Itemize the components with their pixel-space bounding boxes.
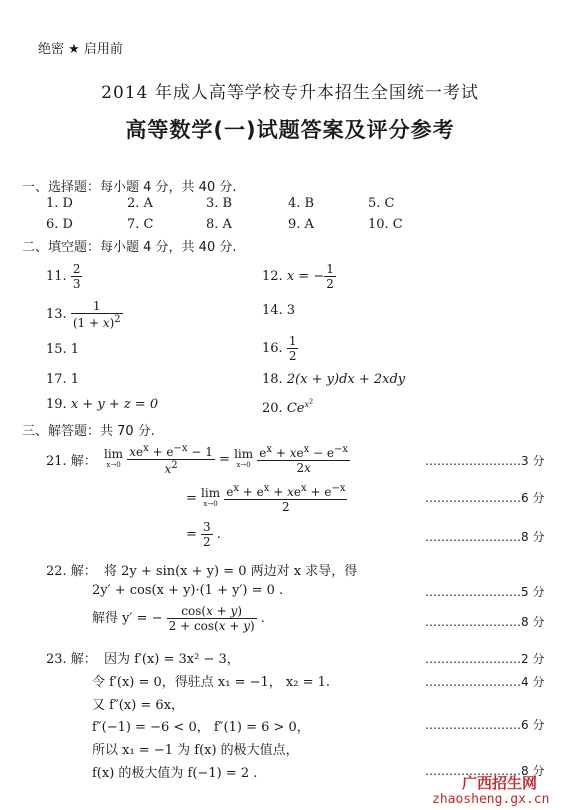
answer-6: 6. D [46, 217, 73, 232]
q23-label: 23. 解： [46, 652, 97, 667]
answer-9: 9. A [288, 217, 314, 232]
question-number: 19. [46, 397, 67, 412]
question-number: 20. [262, 400, 283, 416]
q21-step-1: lim x→0 $\frac{xe^x + e^{-x} - 1}{x^2}$ = lim x→0 $\frac{e^x + xe^x - e^{-x}}{2x}$ [104, 443, 349, 476]
q23-line-2: 令 f′(x) = 0，得驻点 x₁ = −1， x₂ = 1. [92, 675, 331, 690]
score-8: ……………………8 分 [425, 530, 545, 544]
fraction: $\frac{1}{(1 + x)^2}$ [72, 299, 121, 330]
watermark-url: zhaosheng.gx.cn [432, 792, 550, 807]
q23-line-4: f″(−1) = −6 < 0， f″(1) = 6 > 0， [92, 720, 310, 735]
score-5: ……………………5 分 [425, 585, 545, 599]
fill-answer-19 [46, 397, 158, 412]
section-3-heading: 三、解答题：共 70 分. [22, 424, 155, 439]
answer-7: 7. C [127, 217, 154, 232]
q23-line-6: f(x) 的极大值为 f(−1) = 2 . [92, 766, 258, 781]
section-1-heading: 一、选择题：每小题 4 分，共 40 分. [22, 180, 237, 195]
answer-1: 1. D [46, 196, 73, 211]
question-number: 16. [262, 341, 283, 356]
q22-line-3: 解得 y′ = − $\frac{\cos(x + y)}{2 + \cos(x + y)}$ . [92, 604, 265, 633]
score-6b: ……………………6 分 [425, 718, 545, 732]
q22-line-2: 2y′ + cos(x + y)·(1 + y′) = 0 . [92, 583, 284, 598]
exam-title: 2014 年成人高等学校专升本招生全国统一考试 [101, 83, 479, 103]
question-number: 18. [262, 372, 283, 387]
score-6: ……………………6 分 [425, 491, 545, 505]
answer-3: 3. B [206, 196, 233, 211]
answer-expression: Ce [286, 400, 305, 416]
confidential-label: 绝密 ★ 启用前 [38, 42, 123, 57]
fill-answer-16 [262, 334, 298, 363]
q23-line-1: 因为 f′(x) = 3x² − 3， [104, 652, 240, 667]
fill-answer-11 [46, 262, 82, 291]
q21-step-3: = $\frac{3}{2}$ . [186, 520, 221, 549]
document-title: 高等数学(一)试题答案及评分参考 [125, 118, 455, 142]
section-2-heading: 二、填空题：每小题 4 分，共 40 分. [22, 240, 237, 255]
score-3: ……………………3 分 [425, 454, 545, 468]
answer-8: 8. A [206, 217, 232, 232]
fraction: $\frac{2}{3}$ [72, 262, 81, 291]
q21-step-2: = lim x→0 $\frac{e^x + e^x + xe^x + e^{-x}}{2}$ [186, 483, 346, 514]
question-number: 13. [46, 307, 67, 322]
fill-answer-13 [46, 299, 123, 330]
score-2: ……………………2 分 [425, 652, 545, 666]
fill-answer-14: 14. 3 [262, 303, 296, 318]
answer-10: 10. C [368, 217, 403, 232]
q23-line-5: 所以 x₁ = −1 为 f(x) 的极大值点， [92, 743, 299, 758]
answer-expression: 2(x + y)dx + 2xdy [286, 372, 406, 387]
q23-line-3: 又 f″(x) = 6x， [92, 698, 185, 713]
fraction: $\frac{1}{2}$ [288, 334, 297, 363]
q22-label: 22. 解： [46, 564, 97, 579]
fill-answer-12: 12. x = − $\frac{1}{2}$ [262, 262, 334, 291]
fill-answer-17: 17. 1 [46, 372, 80, 387]
score-8b: ……………………8 分 [425, 615, 545, 629]
question-number: 12. [262, 269, 283, 284]
fill-answer-18 [262, 372, 405, 387]
fill-answer-20: 20. $Ce^{x^2}$ [262, 397, 314, 416]
question-number: 11. [46, 269, 67, 284]
q22-line-1: 将 2y + sin(x + y) = 0 两边对 x 求导，得 [104, 564, 358, 579]
score-8c: ……………………8 分 [425, 764, 545, 778]
answer-expression: x + y + z = 0 [70, 397, 159, 412]
score-4: ……………………4 分 [425, 675, 545, 689]
watermark-name: 广西招生网 [462, 774, 538, 792]
fill-answer-15: 15. 1 [46, 342, 80, 357]
fraction: $\frac{1}{2}$ [326, 262, 334, 291]
q21-label: 21. 解： [46, 454, 97, 469]
answer-5: 5. C [368, 196, 395, 211]
answer-2: 2. A [127, 196, 153, 211]
answer-4: 4. B [288, 196, 315, 211]
